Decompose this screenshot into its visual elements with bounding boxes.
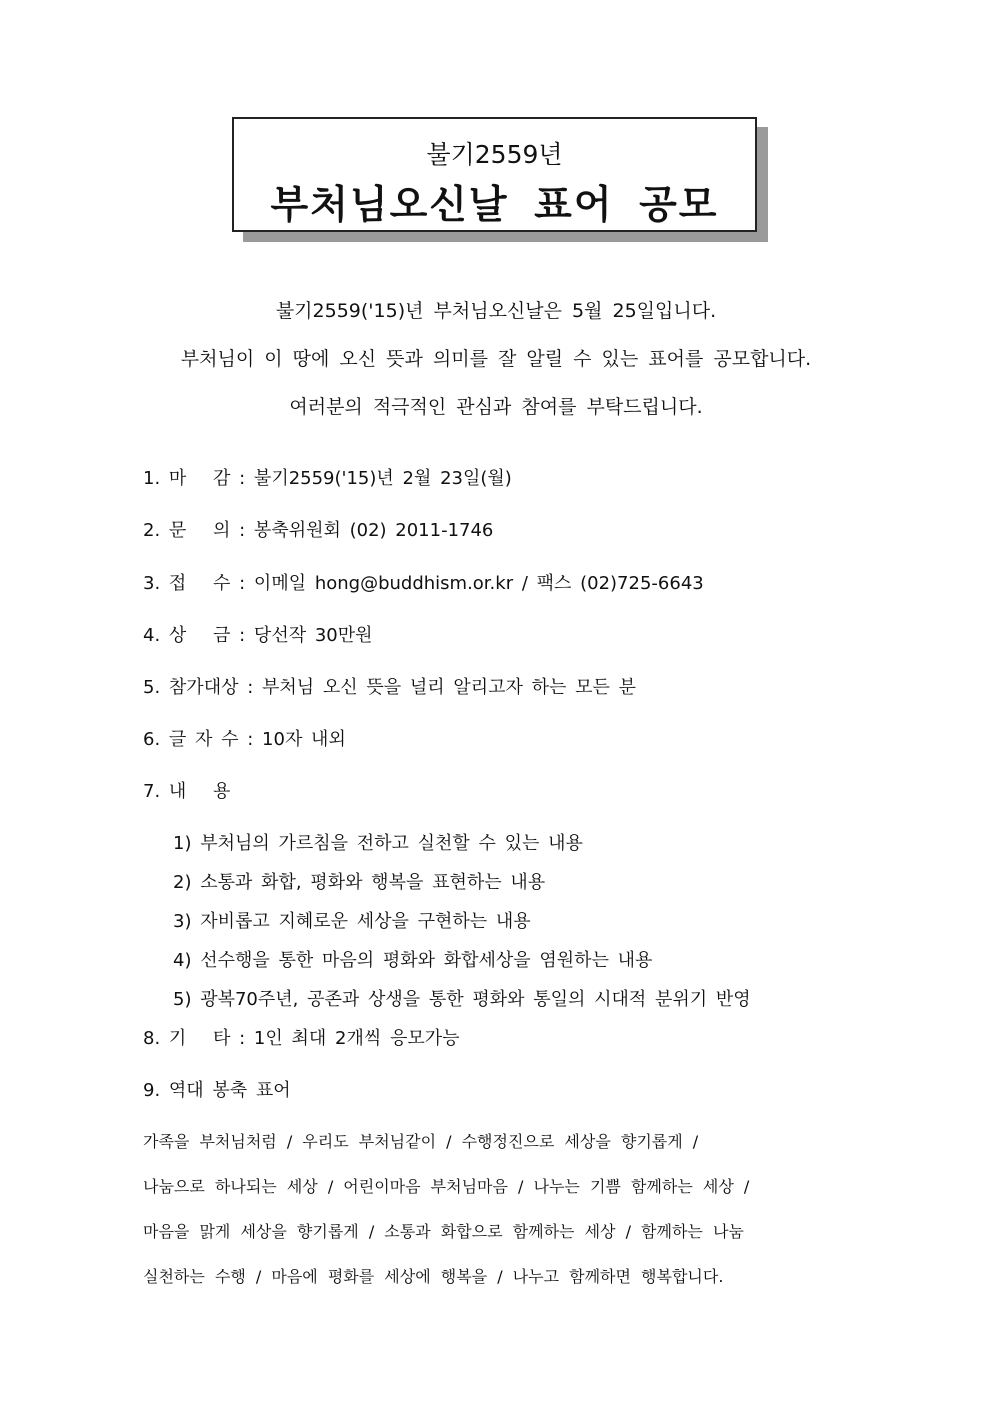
title-year: 불기2559년: [426, 140, 563, 169]
intro-line-2: 부처님이 이 땅에 오신 뜻과 의미를 잘 알릴 수 있는 표어를 공모합니다.: [180, 348, 812, 370]
item-label: 참가대상: [168, 677, 239, 698]
content-item-1: 1) 부처님의 가르침을 전하고 실천할 수 있는 내용: [173, 833, 583, 854]
item-length: [143, 725, 346, 751]
item-content: [143, 777, 230, 803]
item-other: [143, 1024, 460, 1050]
item-number: 9.: [143, 1080, 161, 1101]
item-inquiry: [143, 516, 493, 542]
intro-line-3: 여러분의 적극적인 관심과 참여를 부탁드립니다.: [289, 396, 703, 418]
item-value: : 당선작 30만원: [230, 625, 373, 646]
content-item-4: 4) 선수행을 통한 마음의 평화와 화합세상을 염원하는 내용: [173, 950, 653, 971]
item-label: 마 감: [168, 468, 231, 489]
page-title: 부처님오신날 표어 공모: [270, 183, 719, 228]
item-label: 역대 봉축 표어: [168, 1080, 291, 1101]
slogan-line-4: 실천하는 수행 / 마음에 평화를 세상에 행복을 / 나누고 함께하면 행복합니다.: [143, 1267, 724, 1286]
item-label: 내 용: [168, 781, 231, 802]
item-value: : 불기2559('15)년 2월 23일(월): [230, 468, 512, 489]
content-item-2: 2) 소통과 화합, 평화와 행복을 표현하는 내용: [173, 872, 546, 893]
item-number: 5.: [143, 677, 161, 698]
item-number: 2.: [143, 520, 161, 541]
intro-line-1: 불기2559('15)년 부처님오신날은 5월 25일입니다.: [275, 300, 717, 322]
item-deadline: [143, 464, 512, 490]
content-item-5: 5) 광복70주년, 공존과 상생을 통한 평화와 통일의 시대적 분위기 반영: [173, 989, 751, 1010]
slogan-line-1: 가족을 부처님처럼 / 우리도 부처님같이 / 수행정진으로 세상을 향기롭게 /: [143, 1132, 699, 1151]
item-label: 글 자 수: [168, 729, 239, 750]
item-value: : 이메일 hong@buddhism.or.kr / 팩스 (02)725-6643: [230, 573, 704, 594]
slogan-line-2: 나눔으로 하나되는 세상 / 어린이마음 부처님마음 / 나누는 기쁨 함께하는 세상 /: [143, 1177, 750, 1196]
item-value: : 부처님 오신 뜻을 널리 알리고자 하는 모든 분: [238, 677, 637, 698]
item-label: 접 수: [168, 573, 231, 594]
item-prize: [143, 621, 373, 647]
item-value: : 1인 최대 2개씩 응모가능: [230, 1028, 460, 1049]
item-number: 3.: [143, 573, 161, 594]
item-label: 기 타: [168, 1028, 231, 1049]
content-item-3: 3) 자비롭고 지혜로운 세상을 구현하는 내용: [173, 911, 531, 932]
item-value: : 10자 내외: [238, 729, 346, 750]
item-value: : 봉축위원회 (02) 2011-1746: [230, 520, 494, 541]
item-number: 8.: [143, 1028, 161, 1049]
item-past-slogans: [143, 1076, 291, 1102]
item-label: 상 금: [168, 625, 231, 646]
item-number: 4.: [143, 625, 161, 646]
item-submission: [143, 569, 704, 595]
slogan-line-3: 마음을 맑게 세상을 향기롭게 / 소통과 화합으로 함께하는 세상 / 함께하는 나눔: [143, 1222, 744, 1241]
item-number: 7.: [143, 781, 161, 802]
title-box: [232, 117, 757, 232]
item-eligibility: [143, 673, 636, 699]
item-label: 문 의: [168, 520, 231, 541]
item-number: 6.: [143, 729, 161, 750]
item-number: 1.: [143, 468, 161, 489]
